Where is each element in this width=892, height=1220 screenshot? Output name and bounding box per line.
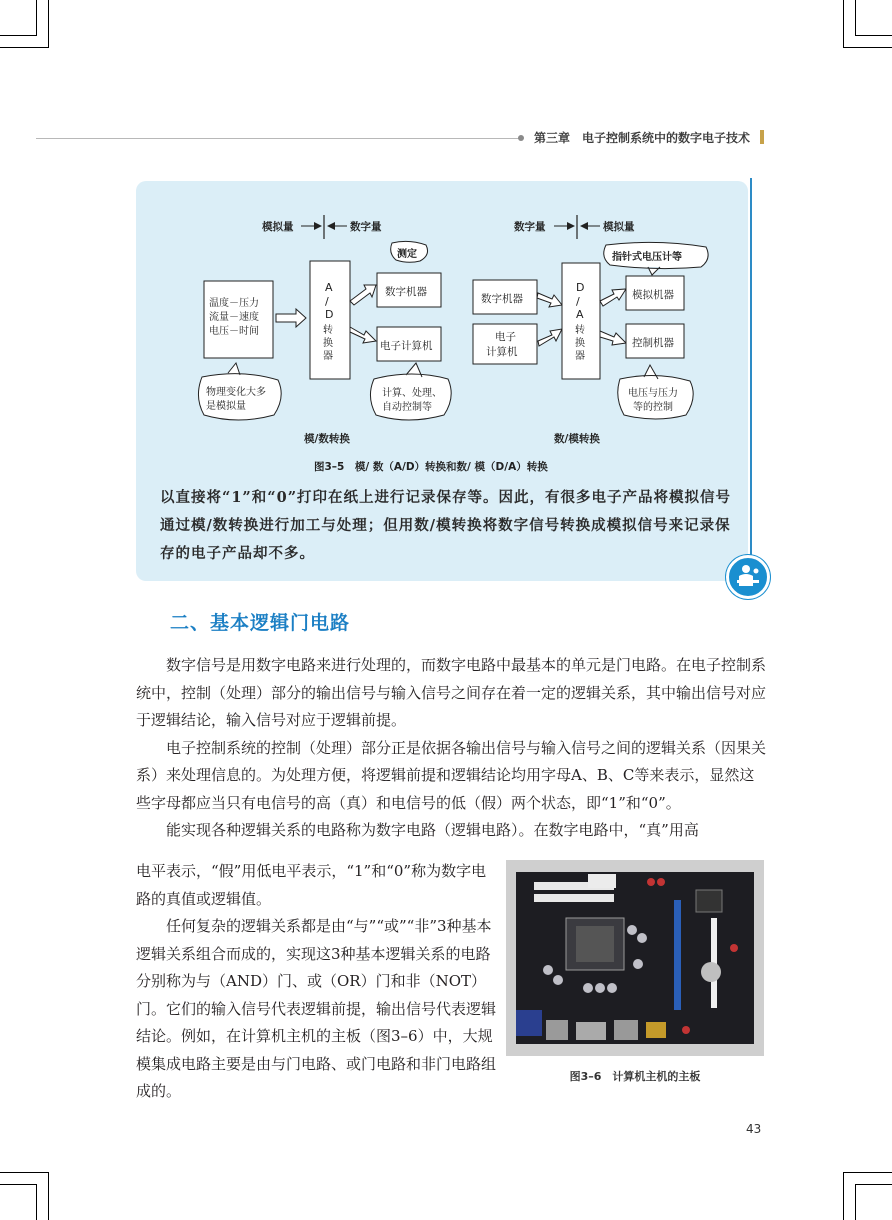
bubble-control-1: 电压与压力 xyxy=(628,388,678,399)
paragraph-3-cont: 电平表示，“假”用低电平表示，“1”和“0”称为数字电路的真值或逻辑值。 xyxy=(136,862,487,908)
section-title: 二、基本逻辑门电路 xyxy=(170,612,351,634)
crop-mark-br-v xyxy=(843,1172,844,1220)
meter-bubble: 指针式电压计等 xyxy=(612,252,682,263)
bubble-physical-analog-1: 物理变化大多 xyxy=(206,387,266,398)
crop-mark-tr-v2 xyxy=(855,0,856,36)
svg-text:A: A xyxy=(325,281,333,294)
svg-text:D: D xyxy=(576,281,585,294)
crop-mark-tr-v xyxy=(843,0,844,48)
body-paragraphs xyxy=(136,652,766,845)
crop-mark-bl-h xyxy=(0,1172,48,1173)
crop-mark-tl-v2 xyxy=(36,0,37,36)
bubble-control-2: 等的控制 xyxy=(633,402,673,413)
box-paragraph: 以直接将“1”和“0”打印在纸上进行记录保存等。因此，有很多电子产品将模拟信号通过模/数转换进行加工与处理；但用数/模转换将数字信号转换成模拟信号来记录保存的电子产品却不多。 xyxy=(160,489,732,562)
crop-mark-tl-v xyxy=(48,0,49,48)
margin-rule xyxy=(750,178,752,573)
svg-text:A: A xyxy=(576,308,584,321)
svg-text:/: / xyxy=(325,295,329,308)
out-analog-machine: 模拟机器 xyxy=(632,289,674,301)
right-analog-label: 模拟量 xyxy=(603,221,635,233)
in-computer-2: 计算机 xyxy=(486,346,518,358)
page-number: 43 xyxy=(746,1122,762,1136)
bubble-compute-2: 自动控制等 xyxy=(382,402,432,413)
crop-mark-tl-h xyxy=(0,47,48,48)
paragraph-2: 电子控制系统的控制（处理）部分正是依据各输出信号与输入信号之间的逻辑关系（因果关系）来处理信息的。为处理方便，将逻辑前提和逻辑结论均用字母A、B、C等来表示，显然这些字母都应当只有电信号的高（真）和电信号的低（假）两个状态，即“1”和“0”。 xyxy=(136,738,767,812)
paragraph-4: 任何复杂的逻辑关系都是由“与”“或”“非”3种基本逻辑关系组合而成的，实现这3种基本逻辑关系的电路分别称为与（AND）门、或（OR）门和非（NOT）门。它们的输入信号代表逻辑前提，输出信号代表逻辑结论。例如，在计算机主机的主板（图3–6）中，大规模集成电路主要是由与门电路、或门电路和非门电路组成的。 xyxy=(136,917,497,1100)
svg-text:换: 换 xyxy=(323,338,333,349)
chapter-header: 第三章 电子控制系统中的数字电子技术 xyxy=(534,131,751,145)
svg-text:D: D xyxy=(325,308,334,321)
in-computer-1: 电子 xyxy=(495,331,516,343)
reading-person-icon xyxy=(726,555,770,599)
crop-mark-bl-v2 xyxy=(36,1184,37,1220)
figure-3-5-caption: 图3–5 模/ 数（A/D）转换和数/ 模（D/A）转换 xyxy=(314,461,548,473)
figure-3-6-caption: 图3–6 计算机主机的主板 xyxy=(569,1070,701,1083)
crop-mark-bl-h2 xyxy=(0,1184,36,1185)
crop-mark-tr-h2 xyxy=(856,35,892,36)
bubble-compute-1: 计算、处理、 xyxy=(382,388,442,399)
input-temp-pressure: 温度－压力 xyxy=(209,298,259,309)
left-digital-label: 数字量 xyxy=(350,221,382,233)
crop-mark-bl-v xyxy=(48,1172,49,1220)
header-dot xyxy=(518,135,524,141)
motherboard-photo xyxy=(506,860,764,1056)
svg-text:器: 器 xyxy=(575,351,585,362)
input-voltage-time: 电压－时间 xyxy=(209,326,259,337)
out-electronic-computer: 电子计算机 xyxy=(380,340,433,352)
crop-mark-br-h xyxy=(844,1172,892,1173)
header-bar xyxy=(760,130,764,144)
measure-bubble: 测定 xyxy=(397,249,417,260)
crop-mark-tr-h xyxy=(844,47,892,48)
input-flow-speed: 流量－速度 xyxy=(209,312,259,323)
right-digital-label: 数字量 xyxy=(514,221,546,233)
in-digital-machine: 数字机器 xyxy=(481,293,523,305)
crop-mark-tl-h2 xyxy=(0,35,36,36)
crop-mark-br-v2 xyxy=(855,1184,856,1220)
out-control-machine: 控制机器 xyxy=(632,337,674,349)
svg-text:换: 换 xyxy=(575,338,585,349)
paragraph-3: 能实现各种逻辑关系的电路称为数字电路（逻辑电路）。在数字电路中，“真”用高 xyxy=(166,821,699,839)
left-caption: 模/数转换 xyxy=(304,433,350,445)
svg-text:器: 器 xyxy=(323,351,333,362)
narrow-paragraphs xyxy=(136,858,496,1106)
svg-text:/: / xyxy=(576,295,580,308)
out-digital-machine: 数字机器 xyxy=(385,286,427,298)
left-analog-label: 模拟量 xyxy=(262,221,294,233)
bubble-physical-analog-2: 是模拟量 xyxy=(206,401,246,412)
svg-text:转: 转 xyxy=(323,325,333,336)
svg-text:转: 转 xyxy=(575,325,585,336)
paragraph-1: 数字信号是用数字电路来进行处理的，而数字电路中最基本的单元是门电路。在电子控制系统中，控制（处理）部分的输出信号与输入信号之间存在着一定的逻辑关系，其中输出信号对应于逻辑结论，输入信号对应于逻辑前提。 xyxy=(136,656,767,729)
header-rule xyxy=(36,138,520,139)
right-caption: 数/模转换 xyxy=(554,433,600,445)
crop-mark-br-h2 xyxy=(856,1184,892,1185)
ad-da-diagram xyxy=(136,181,748,481)
